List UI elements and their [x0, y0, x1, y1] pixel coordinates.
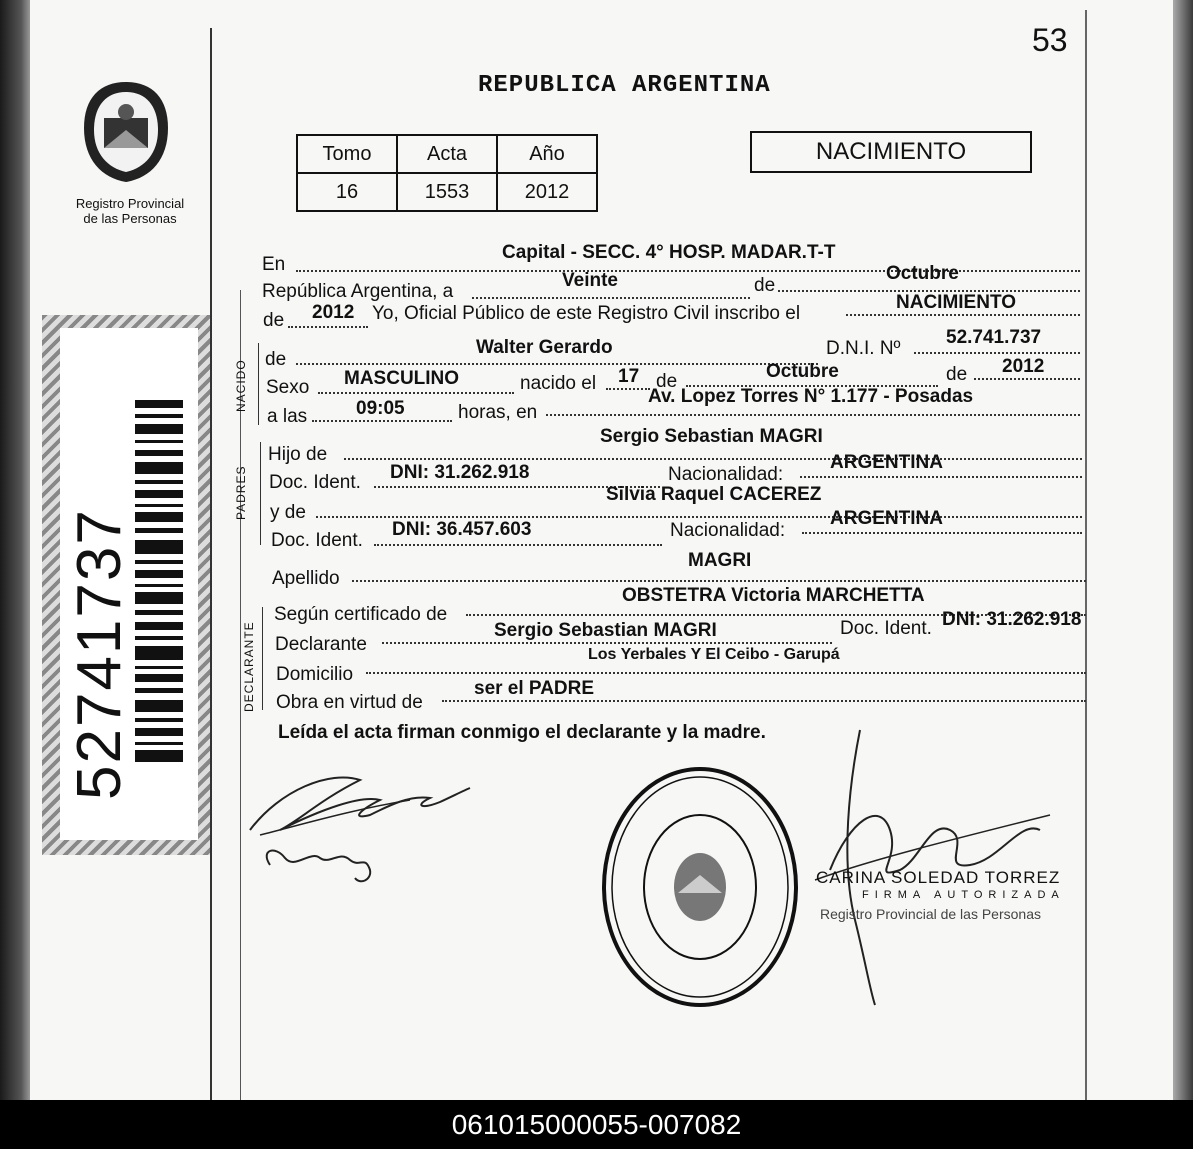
- label-apellido: Apellido: [272, 568, 340, 589]
- official-name: CARINA SOLEDAD TORREZ: [816, 868, 1061, 887]
- declarant-signature: [240, 750, 480, 890]
- label-de3: de: [946, 364, 968, 385]
- section-declarante: DECLARANTE: [242, 621, 256, 712]
- document-title: REPUBLICA ARGENTINA: [478, 72, 771, 99]
- header-acta: Acta: [397, 135, 497, 173]
- dots-line4a: [296, 363, 818, 365]
- dots-line3a: [288, 326, 368, 328]
- footer-code: 061015000055-007082: [0, 1100, 1193, 1149]
- dots-line5b: [606, 388, 650, 390]
- registry-label: [70, 196, 190, 226]
- dots-line8b: [800, 476, 1082, 478]
- dots-line7: [344, 458, 1082, 460]
- label-doc-ident: Doc. Ident.: [269, 472, 361, 493]
- value-lugar-nac: Av. Lopez Torres N° 1.177 - Posadas: [648, 386, 974, 407]
- label-republica: República Argentina, a: [262, 281, 454, 302]
- registry-label-line2: de las Personas: [83, 211, 177, 226]
- value-anio-nac: 2012: [1002, 356, 1045, 377]
- value-nombre: Walter Gerardo: [476, 337, 613, 358]
- dots-line10b: [802, 532, 1082, 534]
- value-acta: 1553: [397, 173, 497, 211]
- value-lugar: Capital - SECC. 4° HOSP. MADAR.T-T: [502, 242, 836, 263]
- value-obra: ser el PADRE: [474, 678, 595, 699]
- dots-line3b: [846, 314, 1080, 316]
- value-padre-doc: DNI: 31.262.918: [390, 462, 530, 483]
- dots-line9: [316, 516, 1082, 518]
- bracket-padres: [260, 442, 261, 545]
- value-padre-nac: ARGENTINA: [830, 452, 943, 473]
- value-declarante-doc: DNI: 31.262.918: [942, 609, 1082, 630]
- value-anio-insc: 2012: [312, 302, 355, 323]
- label-nacido-el: nacido el: [520, 373, 597, 394]
- header-anio: Año: [497, 135, 597, 173]
- label-nacionalidad: Nacionalidad:: [668, 464, 784, 485]
- value-anio: 2012: [497, 173, 597, 211]
- register-table: [296, 134, 598, 212]
- label-y-de: y de: [270, 502, 306, 523]
- dots-line11: [352, 580, 1086, 582]
- label-de: de: [754, 275, 776, 296]
- value-dni: 52.741.737: [946, 327, 1042, 348]
- dots-line13a: [382, 642, 832, 644]
- value-sexo: MASCULINO: [344, 368, 460, 389]
- official-seal-icon: [600, 765, 800, 1010]
- label-de-anio: de: [263, 310, 285, 331]
- value-domicilio: Los Yerbales Y El Ceibo - Garupá: [588, 646, 840, 663]
- value-tomo: 16: [297, 173, 397, 211]
- bracket-declarante: [262, 607, 263, 710]
- margin-divider: [210, 28, 212, 1100]
- label-hijo-de: Hijo de: [268, 444, 328, 465]
- dots-line14: [366, 672, 1086, 674]
- dots-line6b: [546, 414, 1080, 416]
- closing-statement: Leída el acta firman conmigo el declarante y la madre.: [278, 722, 766, 743]
- section-padres: PADRES: [234, 465, 248, 520]
- label-segun: Según certificado de: [274, 604, 448, 625]
- label-doc-ident3: Doc. Ident.: [840, 618, 932, 639]
- page-number: 53: [1032, 22, 1068, 58]
- value-apellido: MAGRI: [688, 550, 752, 571]
- label-de-nombre: de: [265, 349, 287, 370]
- barcode-icon: [135, 400, 183, 770]
- label-sexo: Sexo: [266, 377, 310, 398]
- value-padre: Sergio Sebastian MAGRI: [600, 426, 823, 447]
- value-declarante: Sergio Sebastian MAGRI: [494, 620, 717, 641]
- value-mes-nac: Octubre: [766, 361, 839, 382]
- dots-line10a: [374, 544, 662, 546]
- dots-line5a: [318, 392, 514, 394]
- value-mes-insc: Octubre: [886, 263, 959, 284]
- dots-line2a: [472, 297, 750, 299]
- label-nacionalidad2: Nacionalidad:: [670, 520, 786, 541]
- label-en: En: [262, 254, 286, 275]
- header-tomo: Tomo: [297, 135, 397, 173]
- label-dni: D.N.I. Nº: [826, 338, 901, 359]
- value-madre: Silvia Raquel CACEREZ: [606, 484, 822, 505]
- act-type-box: NACIMIENTO: [750, 131, 1032, 173]
- official-role: FIRMA AUTORIZADA: [862, 889, 1065, 901]
- bracket-nacido: [258, 343, 259, 425]
- value-dia-nac: 17: [618, 366, 640, 387]
- value-tipo: NACIMIENTO: [896, 292, 1016, 313]
- value-certificado: OBSTETRA Victoria MARCHETTA: [622, 585, 925, 606]
- value-dia-insc: Veinte: [562, 270, 618, 291]
- label-horas-en: horas, en: [458, 402, 538, 423]
- official-signature: [810, 720, 1060, 1010]
- label-de2: de: [656, 371, 678, 392]
- section-nacido: NACIDO: [234, 359, 248, 412]
- label-yo: Yo, Oficial Público de este Registro Civil inscribo el: [372, 303, 801, 324]
- label-a-las: a las: [267, 406, 308, 427]
- value-madre-nac: ARGENTINA: [830, 508, 943, 529]
- value-hora: 09:05: [356, 398, 405, 419]
- dots-line4b: [914, 352, 1080, 354]
- right-margin-line: [1085, 10, 1087, 1100]
- label-declarante: Declarante: [275, 634, 367, 655]
- provincia-misiones-emblem: [80, 78, 172, 186]
- barcode-number: 52741737: [65, 508, 134, 800]
- book-binding-left: [0, 0, 30, 1100]
- dots-line6a: [312, 420, 452, 422]
- dots-line5d: [974, 378, 1080, 380]
- book-edge-right: [1173, 0, 1193, 1100]
- registry-label-line1: Registro Provincial: [75, 196, 185, 211]
- dots-line1: [296, 270, 1080, 272]
- dots-line15: [442, 700, 1086, 702]
- label-domicilio: Domicilio: [276, 664, 354, 685]
- label-doc-ident2: Doc. Ident.: [271, 530, 363, 551]
- official-office: Registro Provincial de las Personas: [820, 906, 1041, 922]
- label-obra: Obra en virtud de: [276, 692, 423, 713]
- value-madre-doc: DNI: 36.457.603: [392, 519, 532, 540]
